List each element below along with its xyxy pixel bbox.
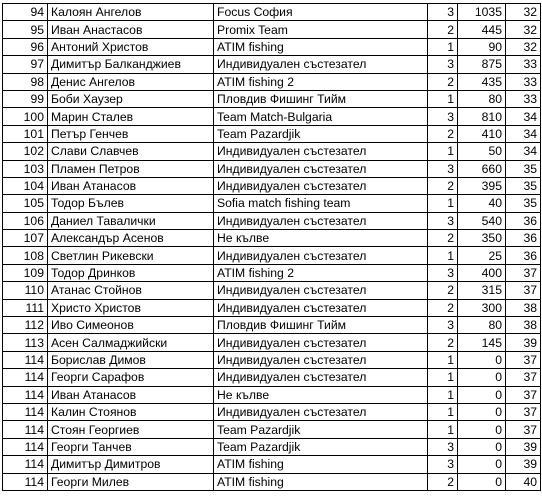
weight-cell: 300 [458,299,506,316]
competitor-name-cell: Иво Симеонов [48,317,214,334]
table-row [3,264,541,281]
competitor-name-cell: Иван Анастасов [48,21,214,38]
sector-cell: 1 [428,351,458,368]
weight-cell: 875 [458,56,506,73]
weight-cell: 80 [458,317,506,334]
weight-cell: 1035 [458,4,506,21]
points-cell: 37 [506,421,541,438]
weight-cell: 80 [458,90,506,107]
points-cell: 34 [506,143,541,160]
competitor-name-cell: Георги Милев [48,473,214,490]
team-cell: Индивидуален състезател [214,369,428,386]
points-cell: 37 [506,264,541,281]
competitor-name-cell: Даниел Тавалички [48,212,214,229]
points-cell: 38 [506,299,541,316]
sector-cell: 2 [428,230,458,247]
competitor-name-cell: Марин Сталев [48,108,214,125]
competitor-name-cell: Димитър Балканджиев [48,56,214,73]
place-cell: 96 [3,38,48,55]
sector-cell: 1 [428,195,458,212]
table-row [3,195,541,212]
team-cell: Не кълве [214,386,428,403]
competitor-name-cell: Антоний Христов [48,38,214,55]
points-cell: 32 [506,38,541,55]
weight-cell: 400 [458,264,506,281]
results-table [2,3,541,491]
points-cell: 38 [506,317,541,334]
team-cell: Team Pazardjik [214,125,428,142]
sector-cell: 1 [428,421,458,438]
team-cell: ATIM fishing 2 [214,73,428,90]
table-row [3,438,541,455]
place-cell: 114 [3,351,48,368]
table-row [3,369,541,386]
competitor-name-cell: Александър Асенов [48,230,214,247]
place-cell: 106 [3,212,48,229]
team-cell: Не кълве [214,230,428,247]
table-row [3,125,541,142]
place-cell: 107 [3,230,48,247]
points-cell: 35 [506,195,541,212]
place-cell: 114 [3,421,48,438]
weight-cell: 50 [458,143,506,160]
competitor-name-cell: Калоян Ангелов [48,4,214,21]
sector-cell: 1 [428,247,458,264]
weight-cell: 0 [458,456,506,473]
place-cell: 114 [3,456,48,473]
weight-cell: 445 [458,21,506,38]
competitor-name-cell: Боби Хаузер [48,90,214,107]
sector-cell: 1 [428,90,458,107]
place-cell: 98 [3,73,48,90]
table-row [3,4,541,21]
points-cell: 37 [506,386,541,403]
place-cell: 94 [3,4,48,21]
team-cell: Индивидуален състезател [214,160,428,177]
team-cell: Team Pazardjik [214,438,428,455]
competitor-name-cell: Тодор Бълев [48,195,214,212]
sector-cell: 3 [428,160,458,177]
weight-cell: 0 [458,438,506,455]
sector-cell: 3 [428,438,458,455]
sector-cell: 2 [428,473,458,490]
weight-cell: 810 [458,108,506,125]
team-cell: Promix Team [214,21,428,38]
table-row [3,421,541,438]
points-cell: 33 [506,90,541,107]
team-cell: Индивидуален състезател [214,177,428,194]
weight-cell: 40 [458,195,506,212]
table-row [3,456,541,473]
table-row [3,334,541,351]
table-row [3,247,541,264]
table-row [3,351,541,368]
weight-cell: 410 [458,125,506,142]
place-cell: 102 [3,143,48,160]
sector-cell: 2 [428,73,458,90]
team-cell: Индивидуален състезател [214,282,428,299]
competitor-name-cell: Калин Стоянов [48,403,214,420]
team-cell: Focus София [214,4,428,21]
table-row [3,386,541,403]
points-cell: 32 [506,21,541,38]
table-row [3,108,541,125]
sector-cell: 1 [428,38,458,55]
place-cell: 114 [3,403,48,420]
points-cell: 40 [506,473,541,490]
sector-cell: 1 [428,403,458,420]
points-cell: 37 [506,282,541,299]
sector-cell: 2 [428,177,458,194]
weight-cell: 0 [458,369,506,386]
team-cell: Пловдив Фишинг Тийм [214,317,428,334]
competitor-name-cell: Борислав Димов [48,351,214,368]
competitor-name-cell: Георги Танчев [48,438,214,455]
table-row [3,299,541,316]
competitor-name-cell: Асен Салмаджийски [48,334,214,351]
points-cell: 36 [506,212,541,229]
competitor-name-cell: Петър Генчев [48,125,214,142]
team-cell: Team Pazardjik [214,421,428,438]
team-cell: ATIM fishing [214,38,428,55]
place-cell: 103 [3,160,48,177]
points-cell: 37 [506,351,541,368]
table-row [3,21,541,38]
weight-cell: 0 [458,421,506,438]
place-cell: 101 [3,125,48,142]
team-cell: ATIM fishing [214,473,428,490]
table-row [3,282,541,299]
sector-cell: 3 [428,56,458,73]
weight-cell: 0 [458,351,506,368]
table-row [3,73,541,90]
place-cell: 110 [3,282,48,299]
weight-cell: 660 [458,160,506,177]
table-row [3,56,541,73]
competitor-name-cell: Христо Христов [48,299,214,316]
points-cell: 37 [506,369,541,386]
points-cell: 39 [506,334,541,351]
place-cell: 114 [3,369,48,386]
team-cell: Team Match-Bulgaria [214,108,428,125]
sector-cell: 2 [428,334,458,351]
points-cell: 35 [506,160,541,177]
sector-cell: 2 [428,21,458,38]
team-cell: ATIM fishing 2 [214,264,428,281]
table-row [3,403,541,420]
team-cell: Sofia match fishing team [214,195,428,212]
table-row [3,38,541,55]
table-row [3,143,541,160]
weight-cell: 90 [458,38,506,55]
team-cell: Индивидуален състезател [214,212,428,229]
team-cell: Индивидуален състезател [214,247,428,264]
team-cell: Индивидуален състезател [214,299,428,316]
weight-cell: 350 [458,230,506,247]
team-cell: Пловдив Фишинг Тийм [214,90,428,107]
table-row [3,212,541,229]
points-cell: 32 [506,4,541,21]
competitor-name-cell: Слави Славчев [48,143,214,160]
competitor-name-cell: Иван Атанасов [48,386,214,403]
place-cell: 105 [3,195,48,212]
table-row [3,473,541,490]
place-cell: 108 [3,247,48,264]
sector-cell: 3 [428,212,458,229]
weight-cell: 0 [458,473,506,490]
team-cell: Индивидуален състезател [214,143,428,160]
sector-cell: 1 [428,369,458,386]
place-cell: 114 [3,473,48,490]
weight-cell: 145 [458,334,506,351]
points-cell: 33 [506,56,541,73]
points-cell: 33 [506,73,541,90]
competitor-name-cell: Светлин Рикевски [48,247,214,264]
table-row [3,317,541,334]
place-cell: 95 [3,21,48,38]
place-cell: 111 [3,299,48,316]
sector-cell: 2 [428,299,458,316]
sector-cell: 3 [428,264,458,281]
sector-cell: 1 [428,143,458,160]
sector-cell: 3 [428,317,458,334]
sector-cell: 3 [428,108,458,125]
points-cell: 39 [506,438,541,455]
competitor-name-cell: Иван Атанасов [48,177,214,194]
place-cell: 113 [3,334,48,351]
place-cell: 104 [3,177,48,194]
place-cell: 112 [3,317,48,334]
points-cell: 36 [506,247,541,264]
weight-cell: 435 [458,73,506,90]
competitor-name-cell: Тодор Дринков [48,264,214,281]
place-cell: 97 [3,56,48,73]
competitor-name-cell: Стоян Георгиев [48,421,214,438]
points-cell: 35 [506,177,541,194]
competitor-name-cell: Георги Сарафов [48,369,214,386]
weight-cell: 540 [458,212,506,229]
weight-cell: 315 [458,282,506,299]
place-cell: 114 [3,438,48,455]
sector-cell: 2 [428,282,458,299]
place-cell: 99 [3,90,48,107]
team-cell: Индивидуален състезател [214,351,428,368]
points-cell: 34 [506,125,541,142]
points-cell: 36 [506,230,541,247]
competitor-name-cell: Денис Ангелов [48,73,214,90]
weight-cell: 0 [458,386,506,403]
weight-cell: 25 [458,247,506,264]
team-cell: Индивидуален състезател [214,403,428,420]
table-row [3,90,541,107]
sector-cell: 3 [428,456,458,473]
results-table-body [3,4,541,491]
place-cell: 109 [3,264,48,281]
team-cell: Индивидуален състезател [214,334,428,351]
place-cell: 114 [3,386,48,403]
team-cell: ATIM fishing [214,456,428,473]
team-cell: Индивидуален състезател [214,56,428,73]
competitor-name-cell: Димитър Димитров [48,456,214,473]
points-cell: 39 [506,456,541,473]
place-cell: 100 [3,108,48,125]
competitor-name-cell: Пламен Петров [48,160,214,177]
table-row [3,160,541,177]
sector-cell: 2 [428,125,458,142]
points-cell: 34 [506,108,541,125]
sector-cell: 3 [428,4,458,21]
table-row [3,177,541,194]
weight-cell: 0 [458,403,506,420]
points-cell: 37 [506,403,541,420]
table-row [3,230,541,247]
weight-cell: 395 [458,177,506,194]
sector-cell: 1 [428,386,458,403]
competitor-name-cell: Атанас Стойнов [48,282,214,299]
